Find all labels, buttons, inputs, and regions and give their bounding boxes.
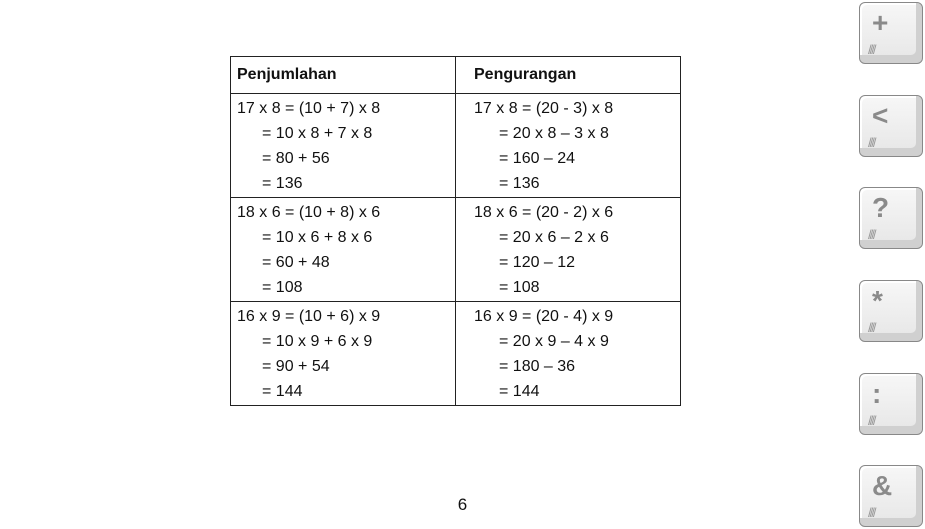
table-row [231,198,681,302]
equation-result: = 136 [499,175,540,192]
equation-line: 18 x 6 = (20 - 2) x 6 [474,204,614,221]
page-number: 6 [457,495,468,514]
ampersand-key-icon [859,465,923,527]
key-hatch: //// [868,135,875,150]
equation-line: 17 x 8 = (10 + 7) x 8 [237,100,381,117]
asterisk-key-icon [859,280,923,342]
table-header-row [231,57,681,94]
equation-result: = 136 [262,175,303,192]
header-penjumlahan: Penjumlahan [231,57,456,94]
equation-step: = 10 x 6 + 8 x 6 [262,229,373,246]
addition-cell [231,302,456,406]
equation-step: = 20 x 6 – 2 x 6 [499,229,609,246]
subtraction-cell [456,198,681,302]
key-glyph: < [872,100,889,131]
header-pengurangan: Pengurangan [456,57,681,94]
equation-line: 18 x 6 = (10 + 8) x 6 [237,204,381,221]
equation-step: = 120 – 12 [499,254,576,271]
equation-step: = 20 x 8 – 3 x 8 [499,125,609,142]
key-glyph: : [872,378,882,409]
question-key-icon [859,187,923,249]
key-glyph: * [872,285,883,316]
equation-line: 16 x 9 = (20 - 4) x 9 [474,308,614,325]
key-hatch: //// [868,505,875,520]
equation-step: = 10 x 8 + 7 x 8 [262,125,373,142]
equation-result: = 108 [499,279,540,296]
plus-key-icon [859,2,923,64]
equation-step: = 160 – 24 [499,150,576,167]
equation-result: = 144 [262,383,303,400]
addition-cell [231,198,456,302]
equation-step: = 10 x 9 + 6 x 9 [262,333,373,350]
equation-step: = 20 x 9 – 4 x 9 [499,333,609,350]
equation-result: = 108 [262,279,303,296]
key-hatch: //// [868,320,875,335]
key-glyph: + [872,7,889,38]
table-row [231,94,681,198]
equation-line: 16 x 9 = (10 + 6) x 9 [237,308,381,325]
addition-cell [231,94,456,198]
equation-step: = 180 – 36 [499,358,576,375]
key-hatch: //// [868,227,875,242]
key-glyph: ? [872,192,890,223]
less-than-key-icon [859,95,923,157]
math-table [230,56,681,406]
table-row [231,302,681,406]
subtraction-cell [456,94,681,198]
key-hatch: //// [868,413,875,428]
key-glyph: & [872,470,893,501]
equation-step: = 80 + 56 [262,150,330,167]
equation-step: = 90 + 54 [262,358,330,375]
colon-key-icon [859,373,923,435]
equation-step: = 60 + 48 [262,254,330,271]
equation-line: 17 x 8 = (20 - 3) x 8 [474,100,614,117]
key-hatch: //// [868,42,875,57]
decorative-key-column [855,0,925,529]
subtraction-cell [456,302,681,406]
equation-result: = 144 [499,383,540,400]
